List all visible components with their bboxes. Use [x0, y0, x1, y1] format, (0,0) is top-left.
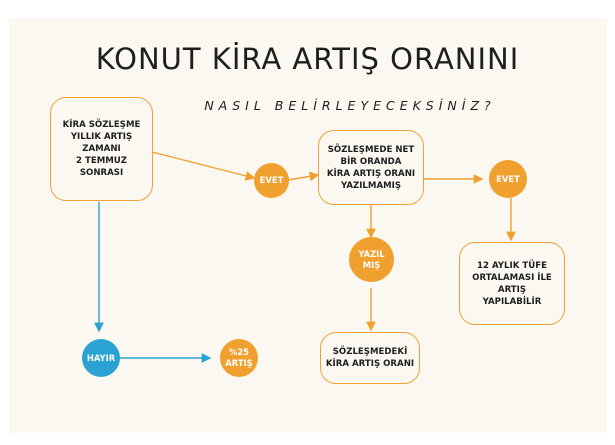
- contract-rate-result-box: SÖZLEŞMEDEKİ KİRA ARTIŞ ORANI: [320, 332, 420, 384]
- arrow-start-to-evet1: [152, 152, 254, 178]
- start-condition-box: KİRA SÖZLEŞME YILLIK ARTIŞ ZAMANI 2 TEMMUZ SONRASI: [50, 97, 153, 201]
- contract-condition-box: SÖZLEŞMEDE NET BİR ORANDA KİRA ARTIŞ ORANI YAZILMAMIŞ: [318, 130, 424, 205]
- diagram-subtitle: NASIL BELİRLEYECEKSİNİZ?: [204, 98, 496, 113]
- diagram-title: KONUT KİRA ARTIŞ ORANINI: [95, 42, 520, 76]
- percent25-circle: %25 ARTIŞ: [220, 339, 258, 377]
- arrow-evet1-to-contract: [288, 175, 318, 180]
- evet-circle-2: EVET: [489, 160, 527, 198]
- evet-circle-1: EVET: [254, 163, 289, 198]
- tufe-result-box: 12 AYLIK TÜFE ORTALAMASI İLE ARTIŞ YAPILABİLİR: [459, 242, 565, 325]
- yazilmis-circle: YAZIL MIŞ: [349, 237, 394, 282]
- hayir-circle: HAYIR: [82, 339, 120, 377]
